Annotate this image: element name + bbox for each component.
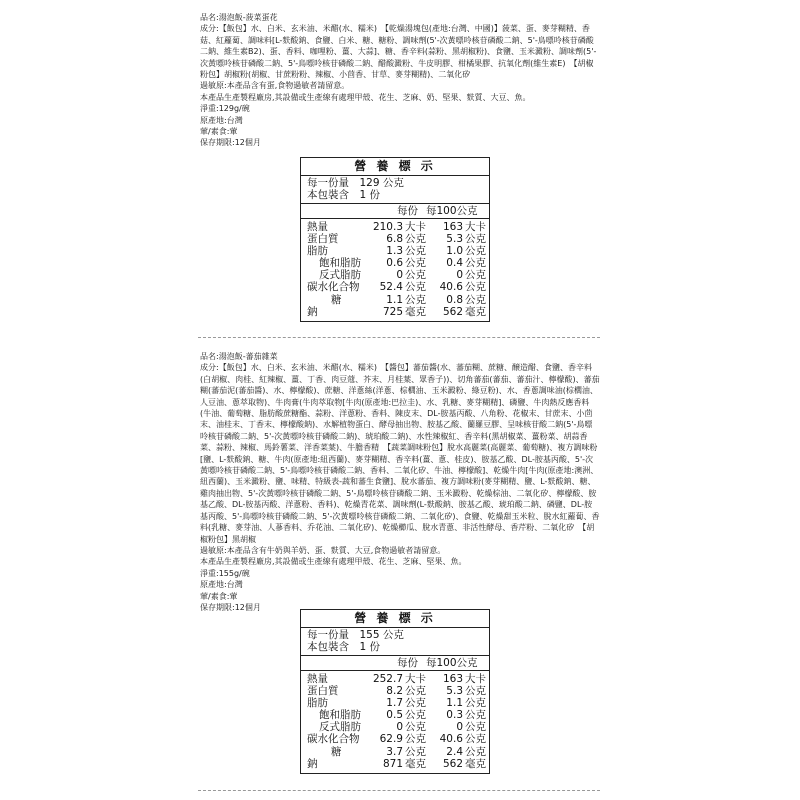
facility-notice: 本產品生產製程廠房,其設備或生產線有處理甲殼、花生、芝麻、奶、堅果、麩質、大豆、魚。 (200, 92, 531, 102)
net-weight: 淨重:129g/碗 (200, 104, 250, 114)
nutrient-row (301, 294, 489, 306)
nutrient-name: 熱量 (307, 221, 328, 233)
value-per-100g: 5.3 (446, 233, 463, 246)
nutrient-name: 鈉 (307, 305, 318, 318)
unit-per-100g: 公克 (465, 233, 486, 246)
nutrient-row (301, 697, 489, 709)
ingredients: 成分:【飯包】水、白米、玄米油、米醋(水、糯米) 【乾燥湯塊包(產地:台灣、中國)】菠菜、蛋、麥芽糊精、香菇、紅蘿蔔、調味料[L-麩酸鈉、食鹽、白米、糖、糖粉、調味劑(5'-次黃嘌呤核苷磷酸二鈉、5'-鳥嘌呤核苷磷酸二鈉、維生素B2)、蛋、香料、咖哩粉、薑、大蒜]、糖、香辛料(蒜粉、黑胡椒粉)、食鹽、玉米澱粉、調味劑(5'-次黃嘌呤核苷磷酸二鈉、5'-鳥嘌呤核苷磷酸二鈉、醋酸澱粉、牛皮明膠、柑橘果膠、抗氧化劑(維生素E) 【胡椒粉包】胡椒粉(胡椒、甘蔗粉粉、辣椒、小茴香、甘草、麥芽糊精)、二氧化矽 (200, 24, 597, 80)
unit-per-serving: 公克 (405, 233, 426, 246)
unit-per-100g: 公克 (465, 697, 486, 710)
nutrition-facts-table (300, 609, 490, 774)
unit-per-100g: 公克 (465, 685, 486, 698)
value-per-100g: 40.6 (439, 733, 463, 746)
unit-per-100g: 公克 (465, 245, 486, 258)
product-name: 品名:湯泡飯-蕃茄雜菜 (200, 352, 278, 361)
diet-type: 葷/素食:葷 (200, 127, 238, 137)
section-divider (198, 337, 600, 338)
section-divider (198, 790, 600, 791)
value-per-serving: 6.8 (386, 233, 403, 246)
ingredients: 成分:【飯包】水、白米、玄米油、米醋(水、糯米) 【醬包】蕃茄醬(水、蕃茄糊、蔗糖、醸造醋、食鹽、香辛料(白胡椒、肉桂、紅辣椒、薑、丁香、肉豆蔻、芥末、月桂葉、眾香子))、切角蕃茄(蕃茄、蕃茄汁、檸檬酸)、蕃茄糊(蕃茄泥(蕃茄醬)、水、檸檬酸)、蔗糖、洋蔥絲(洋蔥、棕櫚油、玉米澱粉、綠豆粉)、水、香蔥調味油(棕櫚油、人豆油、蔥萃取物)、牛肉膏(牛肉萃取物[牛肉(原產地:巴拉圭)、水、乳糖、麥芽糊精]、磷鹽、牛肉熱反應香料(牛油、葡萄糖、脂肪酸蔗糖酯、蒜粉、洋蔥粉、香料、陳皮末、DL-胺基丙酸、八角粉、花椒末、甘蔗末、小茴末、油桂末、丁香末、檸檬酸鈉)、水解植物蛋白、酵母抽出物、胺基乙酸、蘭羅豆膠、呈味核苷酸二鈉(5'-鳥嘌呤核苷磷酸二鈉、5'-次黃嘌呤核苷磷酸二鈉)、琥珀酸二鈉)、水性辣椒紅、香辛料(黑胡椒菜、薑粉菜、胡蒜香菜、蒜粉、辣椒、馬鈴薯菜、洋香菜葉)、牛膽香精 【蔬菜調味粉包】脫水高麗菜(高麗菜、葡萄糖)、複方調味粉[鹽、L-麩酸鈉、糖、牛肉(原產地:紐西蘭)、麥芽糊精、香辛料(薑、蔥、桂皮)、胺基乙酸、DL-胺基丙酸、5'-次黃嘌呤核苷磷酸二鈉、5'-鳥嘌呤核苷磷酸二鈉、香料、二氧化矽、牛油、檸檬酸]、乾燥牛肉[牛肉(原產地:澳洲、紐西蘭)、玉米澱粉、鹽、味精、特級表-蔬和蕃生食鹽]、脫水蕃茄、複方調味粉(麥芽糊精、鹽、L-麩酸鈉、糖、雞肉抽出物、5'-次黃嘌呤核苷磷酸二鈉、5'-鳥嘌呤核苷磷酸二鈉、玉米澱粉、乾燥棕油、二氧化矽、檸檬酸、胺基乙酸、DL-胺基丙酸、洋蔥粉、香料)、乾燥青花菜、調味劑(L-麩酸鈉、胺基乙酸、琥珀酸二鈉、磷鹽、DL-胺基丙酸、5'-鳥嘌呤核苷磷酸二鈉、5'-次黃嘌呤核苷磷酸二鈉、二氧化矽)、食鹽、乾燥甜玉米粒、脫水紅蘿蔔、香料(乳糖、麥芽油、人蔘香料、乔花油、二氧化矽)、乾燥櫛瓜、脫水青蔥、非活性酵母、香芹粉、二氧化矽 【胡椒粉包】黑胡椒 (200, 363, 600, 544)
value-per-serving: 1.7 (386, 697, 403, 710)
value-per-100g: 0 (456, 269, 463, 282)
unit-per-100g: 公克 (465, 721, 486, 734)
product-info (200, 12, 600, 149)
serving-info (301, 176, 489, 204)
nutrition-rows (301, 671, 489, 773)
nutrient-name: 反式脂肪 (319, 269, 361, 282)
unit-per-100g: 公克 (465, 257, 486, 270)
nutrient-row (301, 746, 489, 758)
nutrition-facts-table (300, 157, 490, 322)
unit-per-serving: 公克 (405, 709, 426, 722)
nutrient-name: 糖 (331, 745, 342, 758)
nutrient-row (301, 758, 489, 770)
servings-per-pack: 本包裝含 1 份 (307, 641, 381, 653)
value-per-100g: 40.6 (439, 281, 463, 294)
value-per-serving: 3.7 (386, 745, 403, 758)
origin: 原產地:台灣 (200, 115, 243, 125)
nutrient-row (301, 721, 489, 733)
nutrition-column-headers (301, 656, 489, 671)
unit-per-serving: 公克 (405, 293, 426, 306)
value-per-100g: 562 (442, 757, 463, 770)
value-per-100g: 562 (442, 305, 463, 318)
nutrient-name: 反式脂肪 (319, 721, 361, 734)
unit-per-100g: 大卡 (465, 673, 486, 685)
value-per-serving: 0.5 (386, 709, 403, 722)
serving-info (301, 628, 489, 656)
header-per-serving: 每份 (397, 657, 418, 669)
unit-per-100g: 毫克 (465, 305, 486, 318)
value-per-serving: 8.2 (386, 685, 403, 698)
value-per-serving: 0 (396, 269, 403, 282)
unit-per-serving: 公克 (405, 245, 426, 258)
unit-per-serving: 公克 (405, 721, 426, 734)
nutrient-name: 蛋白質 (307, 233, 339, 246)
value-per-serving: 52.4 (379, 281, 403, 294)
unit-per-100g: 公克 (465, 281, 486, 294)
value-per-100g: 1.0 (446, 245, 463, 258)
unit-per-serving: 公克 (405, 733, 426, 746)
nutrient-row (301, 257, 489, 269)
unit-per-serving: 公克 (405, 685, 426, 698)
value-per-100g: 2.4 (446, 745, 463, 758)
nutrient-name: 糖 (331, 293, 342, 306)
servings-per-pack: 本包裝含 1 份 (307, 189, 381, 201)
value-per-100g: 0 (456, 721, 463, 734)
unit-per-100g: 公克 (465, 293, 486, 306)
nutrient-name: 脂肪 (307, 697, 328, 710)
nutrient-row (301, 673, 489, 685)
value-per-100g: 163 (442, 221, 463, 233)
value-per-100g: 5.3 (446, 685, 463, 698)
unit-per-serving: 公克 (405, 697, 426, 710)
origin: 原產地:台灣 (200, 580, 243, 590)
unit-per-serving: 公克 (405, 269, 426, 282)
header-per-100g: 每100公克 (426, 657, 478, 669)
nutrient-name: 飽和脂肪 (319, 257, 361, 270)
unit-per-100g: 公克 (465, 745, 486, 758)
nutrient-row (301, 269, 489, 281)
allergen-notice: 過敏原:本產品含有牛奶與羊奶、蛋、麩質、大豆,食物過敏者請留意。 (200, 545, 446, 555)
nutrient-row (301, 245, 489, 257)
header-per-100g: 每100公克 (426, 205, 478, 217)
header-per-serving: 每份 (397, 205, 418, 217)
value-per-serving: 0 (396, 721, 403, 734)
product-section-spinach-egg (200, 12, 600, 318)
product-section-tomato-vegetable (200, 351, 600, 770)
unit-per-serving: 公克 (405, 745, 426, 758)
product-info (200, 351, 600, 613)
nutrient-row (301, 281, 489, 293)
product-name: 品名:湯泡飯-菠菜蛋花 (200, 13, 278, 22)
value-per-serving: 1.3 (386, 245, 403, 258)
serving-size: 每一份量 155 公克 (307, 629, 404, 641)
unit-per-serving: 公克 (405, 257, 426, 270)
value-per-serving: 725 (382, 305, 403, 318)
facility-notice: 本產品生產製程廠房,其設備或生產線有處理甲殼、花生、芝麻、堅果、魚。 (200, 557, 467, 567)
nutrient-row (301, 709, 489, 721)
nutrient-name: 碳水化合物 (307, 281, 360, 294)
nutrient-row (301, 306, 489, 318)
value-per-100g: 0.8 (446, 293, 463, 306)
nutrient-name: 鈉 (307, 757, 318, 770)
nutrition-rows (301, 219, 489, 321)
unit-per-100g: 大卡 (465, 221, 486, 233)
serving-size: 每一份量 129 公克 (307, 177, 404, 189)
unit-per-100g: 公克 (465, 733, 486, 746)
value-per-100g: 163 (442, 673, 463, 685)
nutrient-row (301, 233, 489, 245)
value-per-serving: 62.9 (379, 733, 403, 746)
nutrient-name: 蛋白質 (307, 685, 339, 698)
shelf-life: 保存期限:12個月 (200, 602, 261, 612)
value-per-100g: 0.4 (446, 257, 463, 270)
net-weight: 淨重:155g/碗 (200, 568, 250, 578)
value-per-serving: 210.3 (372, 221, 403, 233)
allergen-notice: 過敏原:本產品含有蛋,食物過敏者請留意。 (200, 81, 350, 91)
nutrition-title: 營 養 標 示 (301, 610, 489, 628)
nutrient-name: 碳水化合物 (307, 733, 360, 746)
shelf-life: 保存期限:12個月 (200, 138, 261, 148)
diet-type: 葷/素食:葷 (200, 591, 238, 601)
unit-per-serving: 大卡 (405, 221, 426, 233)
nutrition-title: 營 養 標 示 (301, 158, 489, 176)
nutrient-row (301, 221, 489, 233)
value-per-serving: 1.1 (386, 293, 403, 306)
unit-per-serving: 毫克 (405, 305, 426, 318)
value-per-serving: 0.6 (386, 257, 403, 270)
nutrient-row (301, 685, 489, 697)
value-per-100g: 0.3 (446, 709, 463, 722)
value-per-serving: 871 (382, 757, 403, 770)
unit-per-100g: 毫克 (465, 757, 486, 770)
unit-per-serving: 公克 (405, 281, 426, 294)
value-per-serving: 252.7 (372, 673, 403, 685)
nutrient-name: 脂肪 (307, 245, 328, 258)
nutrition-column-headers (301, 204, 489, 219)
nutrient-name: 飽和脂肪 (319, 709, 361, 722)
nutrient-row (301, 733, 489, 745)
unit-per-100g: 公克 (465, 709, 486, 722)
unit-per-serving: 大卡 (405, 673, 426, 685)
value-per-100g: 1.1 (446, 697, 463, 710)
nutrient-name: 熱量 (307, 673, 328, 685)
unit-per-100g: 公克 (465, 269, 486, 282)
unit-per-serving: 毫克 (405, 757, 426, 770)
